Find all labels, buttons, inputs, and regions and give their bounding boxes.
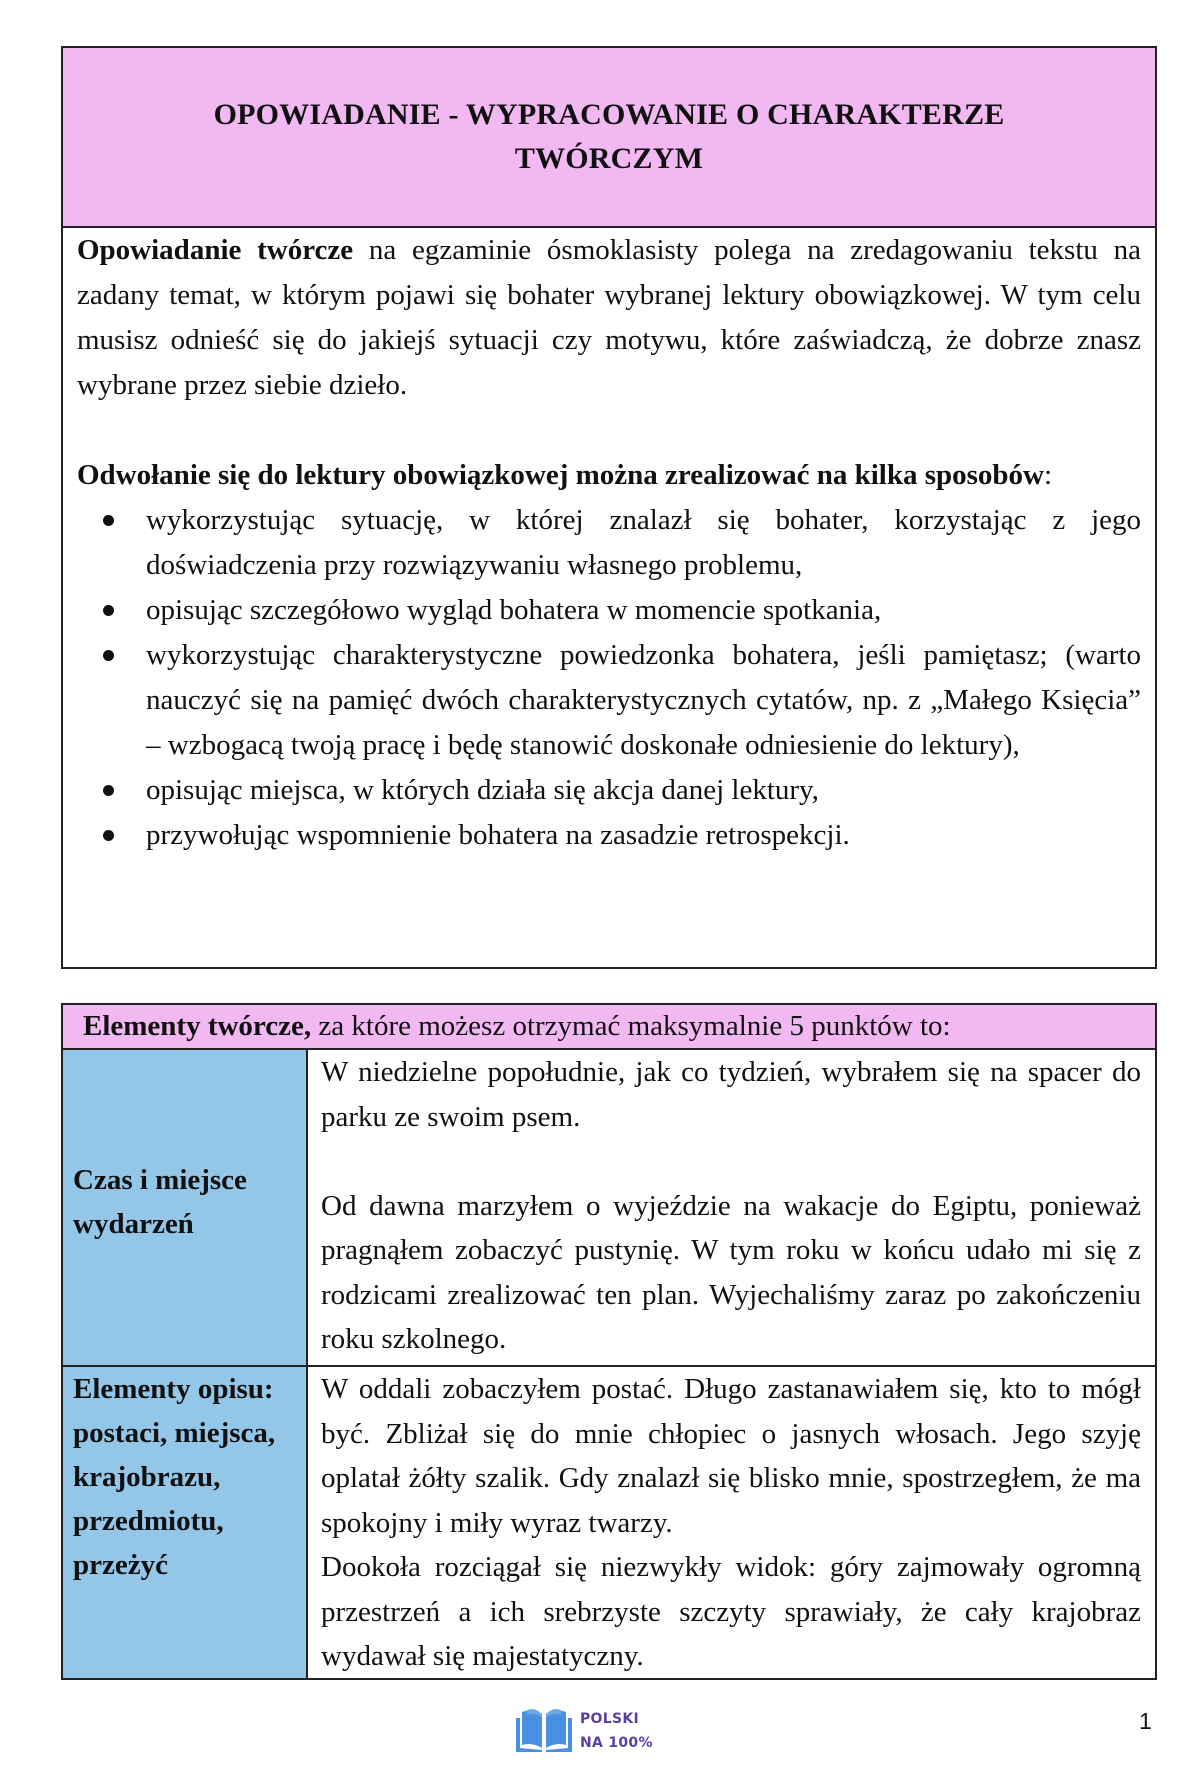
ways-list <box>77 498 1141 858</box>
bullet-icon <box>103 650 114 661</box>
list-item <box>77 768 1141 813</box>
page-number: 1 <box>1139 1708 1152 1734</box>
title-band <box>63 48 1155 228</box>
intro-body <box>77 228 1141 858</box>
table-header <box>63 1005 1155 1050</box>
bullet-icon <box>103 830 114 841</box>
list-item <box>77 498 1141 588</box>
row-label-cell <box>63 1367 308 1678</box>
row-content-cell <box>308 1367 1155 1678</box>
ways-heading-tail: : <box>1043 459 1053 491</box>
intro-box <box>61 46 1157 969</box>
bullet-icon <box>103 785 114 796</box>
intro-text: na egzaminie ósmoklasisty polega na zredagowaniu tekstu na zadany temat, w którym pojawi się bohater wybranej lektury obowiązkowej. W tym celu musisz odnieść się do jakiejś sytuacji czy motywu, które zaświadczą, że dobrze znasz wybrane przez siebie dzieło. <box>77 234 1141 401</box>
row-paragraph: W niedzielne popołudnie, jak co tydzień, wybrałem się na spacer do parku ze swoim psem. <box>321 1056 1141 1133</box>
list-item-text: opisując miejsca, w których działa się akcja danej lektury, <box>146 774 819 806</box>
table-header-text: za które możesz otrzymać maksymalnie 5 punktów to: <box>311 1010 951 1042</box>
intro-paragraph <box>77 228 1141 408</box>
spacer <box>77 408 1141 453</box>
open-book-icon <box>514 1706 574 1756</box>
row-label: Elementy opisu: postaci, miejsca, krajobrazu, przedmiotu, przeżyć <box>73 1373 276 1581</box>
bullet-icon <box>103 605 114 616</box>
logo-text-line1: POLSKI <box>580 1711 640 1727</box>
row-paragraph: Dookoła rozciągał się niezwykły widok: góry zajmowały ogromną przestrzeń a ich srebrzyste szczyty sprawiały, że cały krajobraz wydawał się majestatyczny. <box>321 1551 1141 1672</box>
polski-na-100-logo <box>514 1706 664 1758</box>
row-paragraph: Od dawna marzyłem o wyjeździe na wakacje do Egiptu, ponieważ pragnąłem zobaczyć pustynię. W tym roku w końcu udało mi się z rodzicami zrealizować ten plan. Wyjechaliśmy zaraz po zakończeniu roku szkolnego. <box>321 1189 1141 1355</box>
ways-heading <box>77 453 1141 498</box>
intro-bold-lead: Opowiadanie twórcze <box>77 234 354 266</box>
row-label: Czas i miejsce wydarzeń <box>73 1163 247 1240</box>
row-label-cell <box>63 1050 308 1365</box>
list-item-text: wykorzystując charakterystyczne powiedzonka bohatera, jeśli pamiętasz; (warto nauczyć się na pamięć dwóch charakterystycznych cytatów, np. z „Małego Księcia” – wzbogacą twoją pracę i będę stanowić doskonałe odniesienie do lektury), <box>146 639 1141 761</box>
list-item-text: przywołując wspomnienie bohatera na zasadzie retrospekcji. <box>146 819 850 851</box>
elements-table <box>61 1003 1157 1680</box>
ways-heading-bold: Odwołanie się do lektury obowiązkowej można zrealizować na kilka sposobów <box>77 459 1044 491</box>
list-item-text: wykorzystując sytuację, w której znalazł się bohater, korzystając z jego doświadczenia przy rozwiązywaniu własnego problemu, <box>146 504 1141 581</box>
list-item-text: opisując szczegółowo wygląd bohatera w momencie spotkania, <box>146 594 882 626</box>
table-header-bold: Elementy twórcze, <box>83 1010 312 1042</box>
list-item <box>77 813 1141 858</box>
page-title: OPOWIADANIE - WYPRACOWANIE O CHARAKTERZE TWÓRCZYM <box>213 98 1005 175</box>
list-item <box>77 588 1141 633</box>
table-row <box>63 1050 1155 1367</box>
row-paragraph: W oddali zobaczyłem postać. Długo zastanawiałem się, kto to mógł być. Zbliżał się do mnie chłopiec o jasnych włosach. Jego szyję oplatał żółty szalik. Gdy znalazł się blisko mnie, spostrzegłem, że ma spokojny i miły wyraz twarzy. <box>321 1373 1141 1539</box>
logo-text-line2: NA 100% <box>580 1735 653 1751</box>
row-content-cell <box>308 1050 1155 1365</box>
table-row <box>63 1367 1155 1678</box>
bullet-icon <box>103 515 114 526</box>
list-item <box>77 633 1141 768</box>
spacer <box>321 1139 1141 1184</box>
